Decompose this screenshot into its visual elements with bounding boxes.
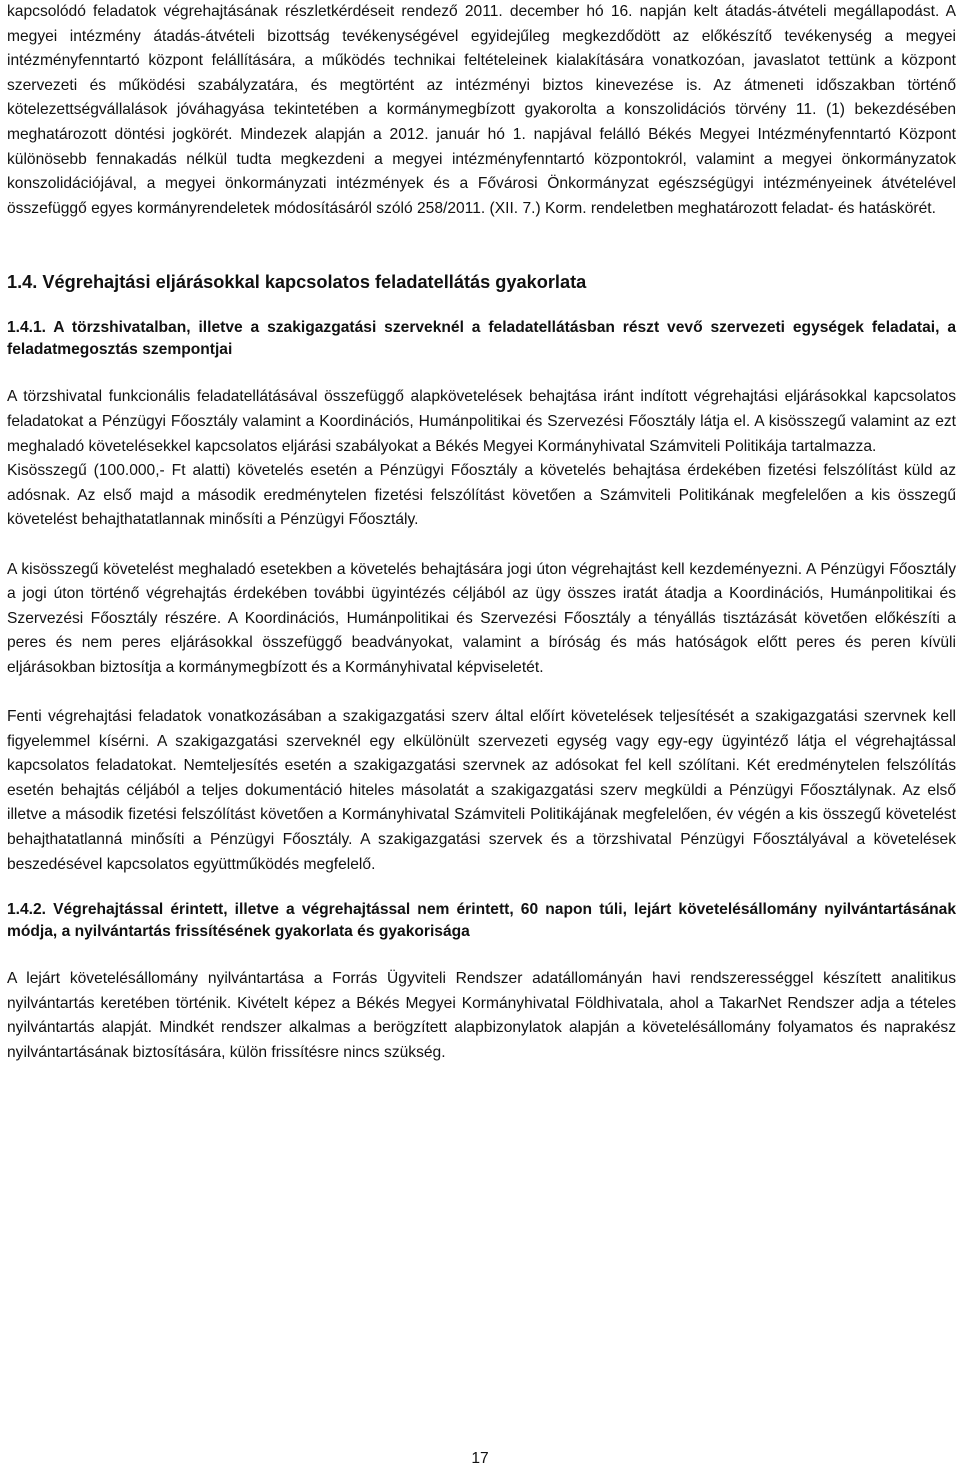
paragraph-small-claims: Kisösszegű (100.000,- Ft alatti) követelés esetén a Pénzügyi Főosztály a követelés behajtása érdekében fizetési felszólítást küld az adósnak. Az első majd a második eredménytelen fizetési felszólítást követően a Számviteli Politikának megfelelően a kis összegű követelést behajthatatlannak minősíti a Pénzügyi Főosztály. <box>7 462 956 529</box>
paragraph-receivables-records: A lejárt követelésállomány nyilvántartása a Forrás Ügyviteli Rendszer adatállományán havi rendszerességgel készített analitikus nyilvántartás keretében történik. Kivételt képez a Békés Megyei Kormányhivatal Földhivatala, ahol a TakarNet Rendszer adja a tételes nyilvántartás alapját. Mindkét rendszer alkalmas a berögzített alapbizonylatok alapján a követelésállomány folyamatos és naprakész nyilvántartásának biztosítására, külön frissítésre nincs szükség. <box>7 970 956 1061</box>
paragraph-specialized-bodies: Fenti végrehajtási feladatok vonatkozásában a szakigazgatási szerv által előírt követelések teljesítését a szakigazgatási szervnek kell figyelemmel kísérni. A szakigazgatási szerveknél egy elkülönült szervezeti egység vagy egy-egy ügyintéző látja el végrehajtással kapcsolatos feladatokat. Nemteljesítés esetén a szakigazgatási szervnek az adósokat fel kell szólítani. Két eredménytelen felszólítás esetén behajtás céljából a teljes dokumentáció hiteles másolatát a szakigazgatási szerv megküldi a Pénzügyi Főosztálynak. Az első illetve a második fizetési felszólítást követően a Kormányhivatal Számviteli Politikájának megfelelően, év végén a kis összegű követelést behajthatatlanná minősíti a Pénzügyi Főosztály. A szakigazgatási szervek és a törzshivatal Pénzügyi Főosztályával a követelések beszedésével kapcsolatos együttműködés megfelelő. <box>7 708 956 873</box>
paragraph-legal-enforcement: A kisösszegű követelést meghaladó esetekben a követelés behajtására jogi úton végrehajtást kell kezdeményezni. A Pénzügyi Főosztály a jogi úton történő végrehajtás érdekében további ügyintézés céljából az ügy összes iratát átadja a Koordinációs, Humánpolitikai és Szervezési Főosztály részére. A Koordinációs, Humánpolitikai és Szervezési Főosztály a tényállás tisztázását követően előkészíti a peres és nem peres eljárásokkal összefüggő beadványokat, valamint a bíróság és más hatóságok előtt peres és peren kívüli eljárásokban biztosítja a kormánymegbízott és a Kormányhivatal képviseletét. <box>7 560 956 676</box>
paragraph-agreement: kapcsolódó feladatok végrehajtásának részletkérdéseit rendező 2011. december hó 16. napján kelt átadás-átvételi megállapodást. A megyei intézmény átadás-átvételi bizottság tevékenységével egyidejűleg megkezdődött az előkészítő tevékenység a megyei intézményfenntartó központ felállítására, a működés technikai feltételeinek kialakítására vonatkozóan, javaslatot tettünk a központ szervezeti és működési szabályzatára, és megtörtént az intézményi biztos kinevezése is. Az átmeneti időszakban történő kötelezettségvállalások jóváhagyása tekintetében a kormánymegbízott gyakorolta a konszolidációs törvény 11. (1) bekezdésében meghatározott döntési jogkörét. Mindezek alapján a 2012. január hó 1. napjával felálló Békés Megyei Intézményfenntartó Központ különösebb fennakadás nélkül tudta megkezdeni a megyei intézményfenntartó központokról, valamint a megyei önkormányzatok konszolidációjával, a megyei önkormányzati intézmények és a Fővárosi Önkormányzat egészségügyi intézményeinek átvételével összefüggő egyes kormányrendeletek módosításáról szóló 258/2011. (XII. 7.) Korm. rendeletben meghatározott feladat- és hatáskörét. <box>7 3 956 217</box>
subsection-heading-1-4-1: 1.4.1. A törzshivatalban, illetve a szakigazgatási szerveknél a feladatellátásban részt vevő szervezeti egységek feladatai, a feladatmegosztás szempontjai <box>7 319 956 359</box>
paragraph-tasks-allocation: A törzshivatal funkcionális feladatellátásával összefüggő alapkövetelések behajtása iránt indított végrehajtási eljárásokkal kapcsolatos feladatokat a Pénzügyi Főosztály valamint a Koordinációs, Humánpolitikai és Szervezési Főosztály látja el. A kisösszegű valamint az ezt meghaladó követelésekkel kapcsolatos eljárási szabályokat a Békés Megyei Kormányhivatal Számviteli Politikája tartalmazza. <box>7 388 956 455</box>
page-number: 17 <box>471 1450 489 1467</box>
subsection-heading-1-4-2: 1.4.2. Végrehajtással érintett, illetve a végrehajtással nem érintett, 60 napon túli, lejárt követelésállomány nyilvántartásának módja, a nyilvántartás frissítésének gyakorlata és gyakorisága <box>7 901 956 941</box>
document-body <box>7 0 956 1066</box>
section-heading-1-4: 1.4. Végrehajtási eljárásokkal kapcsolatos feladatellátás gyakorlata <box>7 272 587 293</box>
